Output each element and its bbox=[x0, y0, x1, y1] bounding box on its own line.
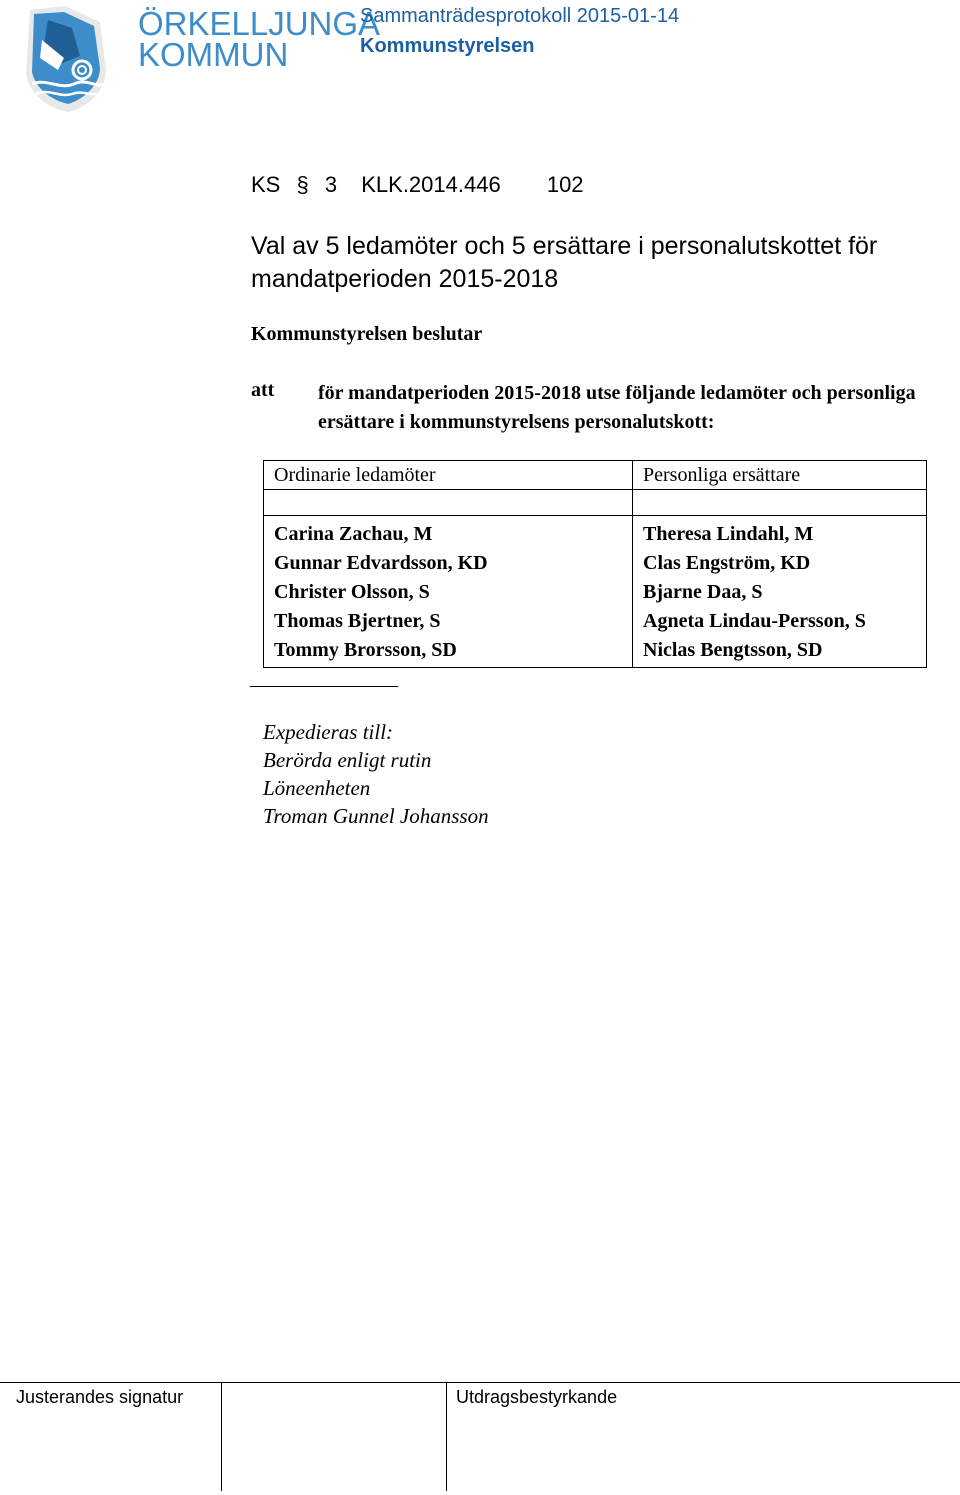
list-item: Carina Zachau, M bbox=[274, 523, 433, 545]
att-label: att bbox=[251, 379, 275, 401]
case-reference bbox=[251, 172, 584, 198]
protocol-header: Sammanträdesprotokoll 2015-01-14 bbox=[360, 5, 680, 27]
list-item: Agneta Lindau-Persson, S bbox=[643, 610, 866, 632]
list-item: Bjarne Daa, S bbox=[643, 581, 763, 603]
list-item: Berörda enligt rutin bbox=[263, 748, 432, 772]
certification-label: Utdragsbestyrkande bbox=[456, 1387, 618, 1407]
logo-text-line1: ÖRKELLJUNGA bbox=[138, 5, 381, 42]
case-number: KLK.2014.446 bbox=[361, 172, 501, 197]
section-number: 3 bbox=[324, 172, 338, 197]
divider-rule bbox=[250, 686, 398, 687]
table-body-row bbox=[264, 516, 927, 668]
list-item: Tommy Brorsson, SD bbox=[274, 639, 457, 661]
list-item: Thomas Bjertner, S bbox=[274, 610, 441, 632]
table-spacer-row bbox=[264, 490, 927, 516]
list-item: Theresa Lindahl, M bbox=[643, 523, 814, 545]
committee-name: Kommunstyrelsen bbox=[360, 35, 535, 57]
list-item: Clas Engström, KD bbox=[643, 552, 811, 574]
list-item: Christer Olsson, S bbox=[274, 581, 430, 603]
decision-heading: Kommunstyrelsen beslutar bbox=[251, 323, 483, 345]
municipality-logo bbox=[20, 0, 381, 115]
bell-shield-icon bbox=[20, 0, 130, 115]
decision-text: för mandatperioden 2015-2018 utse följande ledamöter och personliga ersättare i kommunstyrelsens personalutskott: bbox=[318, 382, 916, 433]
list-item: Löneenheten bbox=[263, 776, 371, 800]
signature-footer bbox=[0, 1382, 960, 1491]
page-reference: 102 bbox=[546, 172, 584, 197]
item-title: Val av 5 ledamöter och 5 ersättare i personalutskottet för mandatperioden 2015-2018 bbox=[251, 232, 878, 293]
distribution-list bbox=[263, 718, 489, 830]
table-header-row bbox=[264, 461, 927, 490]
footer-divider bbox=[221, 1383, 222, 1491]
substitute-header: Personliga ersättare bbox=[633, 461, 927, 490]
footer-divider bbox=[446, 1383, 447, 1491]
section-symbol: § bbox=[296, 172, 309, 197]
list-item: Gunnar Edvardsson, KD bbox=[274, 552, 488, 574]
list-item: Niclas Bengtsson, SD bbox=[643, 639, 823, 661]
list-item: Troman Gunnel Johansson bbox=[263, 804, 489, 828]
ordinary-members-cell bbox=[264, 516, 633, 668]
signature-label: Justerandes signatur bbox=[16, 1387, 184, 1407]
ordinary-header: Ordinarie ledamöter bbox=[264, 461, 633, 490]
substitute-members-cell bbox=[633, 516, 927, 668]
members-table bbox=[263, 460, 927, 668]
ks-label: KS bbox=[251, 172, 281, 197]
distribution-label: Expedieras till: bbox=[263, 720, 394, 744]
logo-text-line2: KOMMUN bbox=[138, 36, 289, 73]
